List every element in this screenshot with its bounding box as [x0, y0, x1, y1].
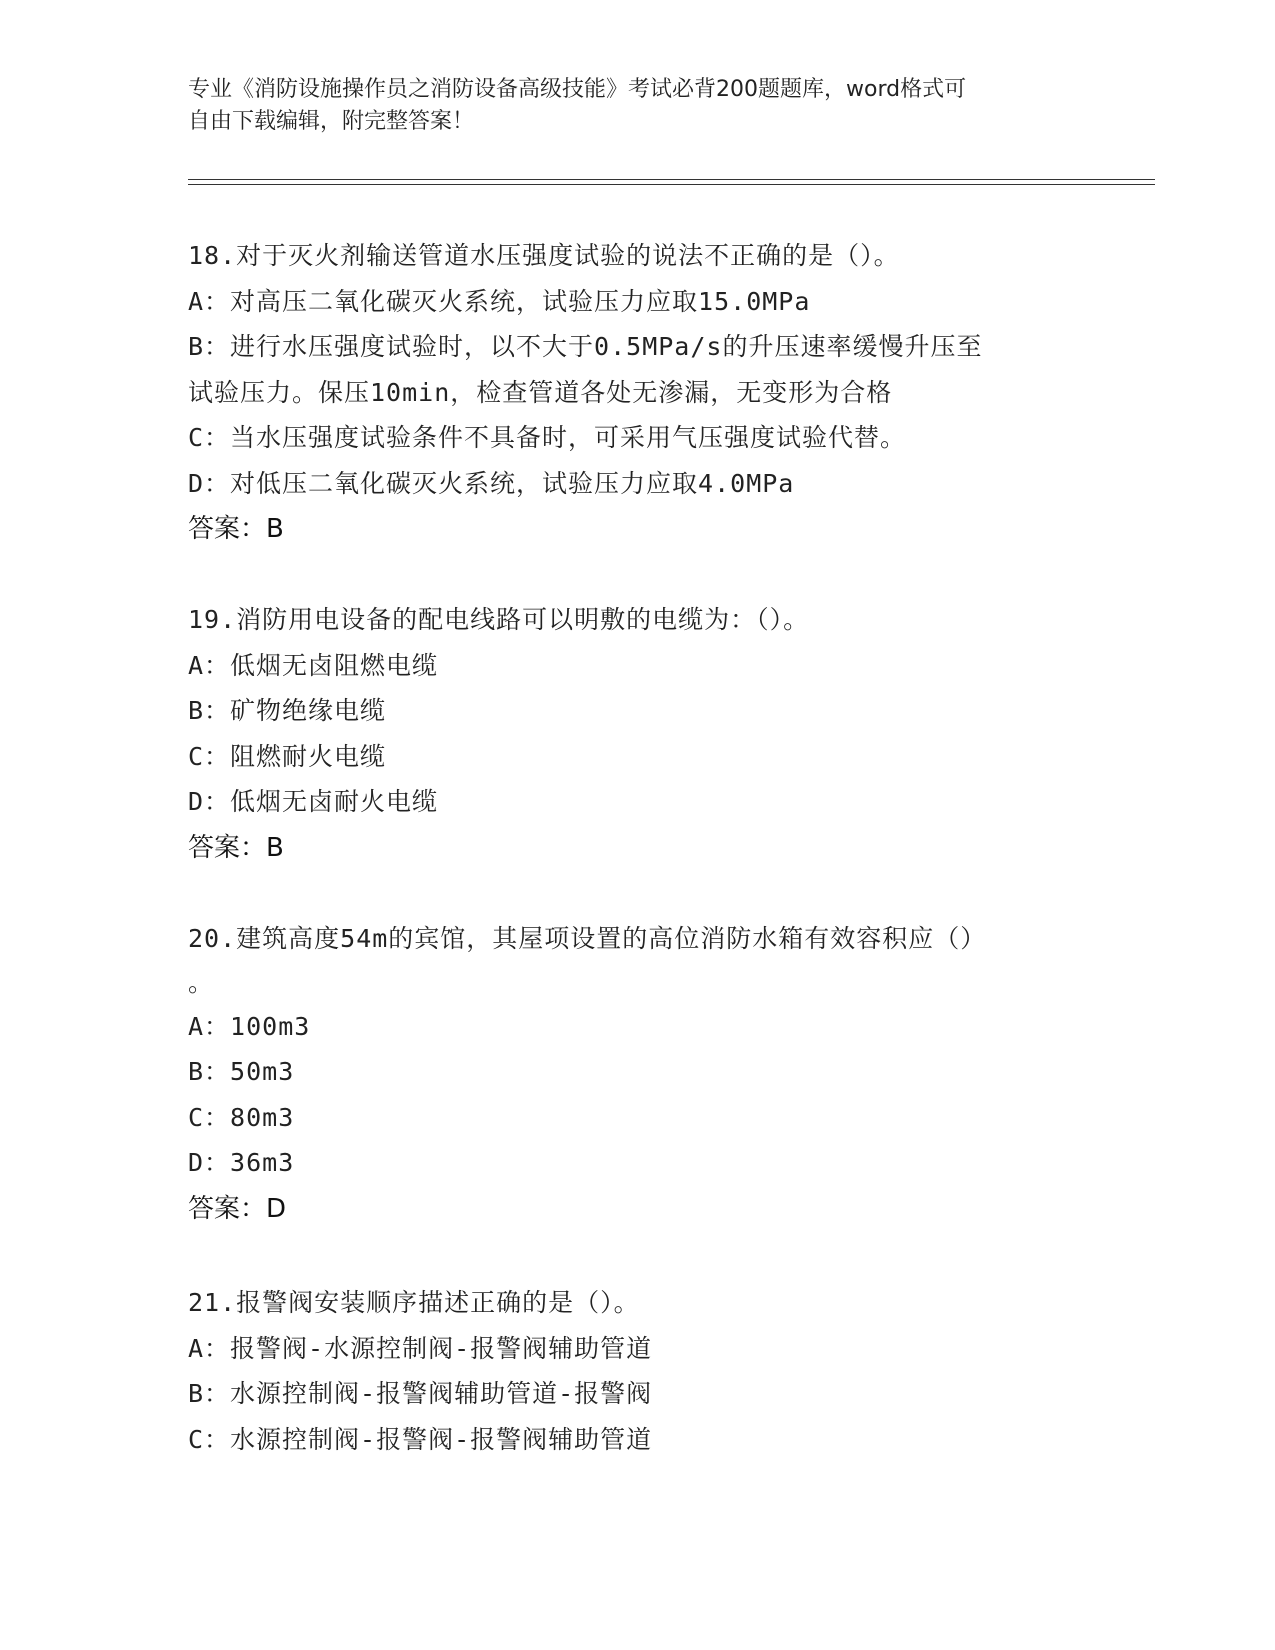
option-a: A：对高压二氧化碳灭火系统，试验压力应取15.0MPa — [188, 286, 811, 316]
option-d: D：对低压二氧化碳灭火系统，试验压力应取4.0MPa — [188, 468, 795, 498]
option-b: B：矿物绝缘电缆 — [188, 696, 387, 725]
option-b: B：水源控制阀-报警阀辅助管道-报警阀 — [188, 1379, 653, 1408]
document-header — [188, 74, 1088, 138]
option-b: B：50m3 — [188, 1057, 295, 1086]
option-d: D：36m3 — [188, 1148, 295, 1177]
question-stem-continued: 。 — [188, 967, 215, 997]
answer: 答案：D — [188, 1193, 287, 1224]
answer: 答案：B — [188, 832, 284, 863]
header-divider-bottom — [188, 184, 1155, 185]
option-c: C：80m3 — [188, 1102, 295, 1132]
option-c: C：当水压强度试验条件不具备时，可采用气压强度试验代替。 — [188, 423, 907, 452]
question-18 — [188, 233, 1068, 552]
question-stem: 19.消防用电设备的配电线路可以明敷的电缆为：（）。 — [188, 605, 810, 634]
header-divider-top — [188, 179, 1155, 180]
question-19 — [188, 597, 1068, 871]
option-c: C：水源控制阀-报警阀-报警阀辅助管道 — [188, 1424, 653, 1454]
option-a: A：低烟无卤阻燃电缆 — [188, 650, 439, 680]
option-a: A：100m3 — [188, 1011, 311, 1041]
option-d: D：低烟无卤耐火电缆 — [188, 787, 439, 816]
question-21 — [188, 1280, 1068, 1462]
header-line-1: 专业《消防设施操作员之消防设备高级技能》考试必背200题题库，word格式可 — [188, 77, 967, 102]
header-line-2: 自由下载编辑，附完整答案！ — [188, 109, 475, 134]
question-20 — [188, 916, 1068, 1232]
question-stem: 20.建筑高度54m的宾馆，其屋项设置的高位消防水箱有效容积应（） — [188, 924, 987, 953]
option-b: B：进行水压强度试验时，以不大于0.5MPa/s的升压速率缓慢升压至 — [188, 332, 983, 361]
question-stem: 18.对于灭火剂输送管道水压强度试验的说法不正确的是（）。 — [188, 241, 900, 270]
option-c: C：阻燃耐火电缆 — [188, 741, 387, 771]
answer: 答案：B — [188, 514, 284, 544]
option-a: A：报警阀-水源控制阀-报警阀辅助管道 — [188, 1333, 653, 1363]
question-stem: 21.报警阀安装顺序描述正确的是（）。 — [188, 1288, 640, 1317]
option-b-continued: 试验压力。保压10min，检查管道各处无渗漏，无变形为合格 — [188, 377, 893, 407]
